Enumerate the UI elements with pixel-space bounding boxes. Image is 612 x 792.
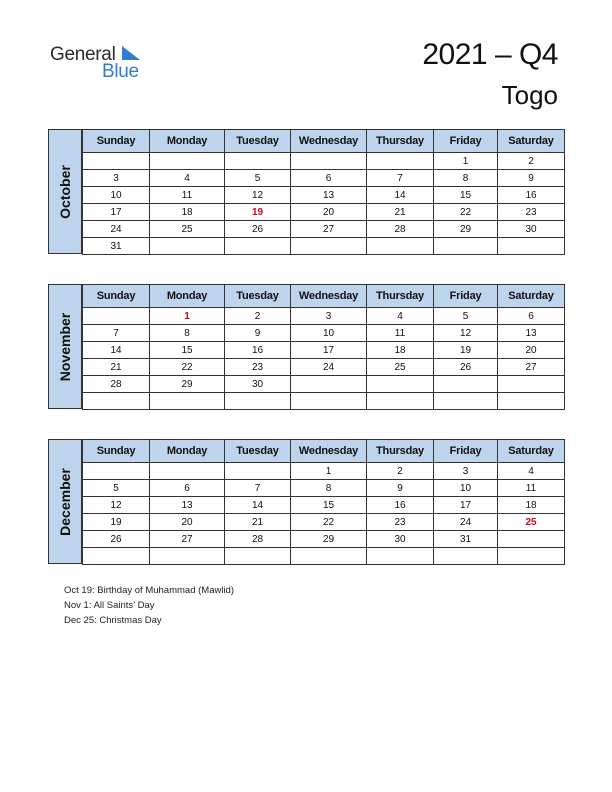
- day-cell: 30: [367, 531, 434, 548]
- day-cell: 10: [434, 480, 498, 497]
- week-row: [83, 463, 565, 480]
- day-cell: [434, 376, 498, 393]
- day-cell: 8: [150, 325, 225, 342]
- country-name: Togo: [501, 80, 558, 110]
- day-cell: [83, 308, 150, 325]
- day-cell: 10: [83, 187, 150, 204]
- week-row: [83, 359, 565, 376]
- day-cell: 4: [150, 170, 225, 187]
- day-cell: 31: [83, 238, 150, 255]
- day-cell: 6: [291, 170, 367, 187]
- weekday-header: Thursday: [367, 440, 434, 463]
- day-cell: [498, 393, 565, 410]
- day-cell: 8: [434, 170, 498, 187]
- day-cell: 27: [498, 359, 565, 376]
- day-cell: 27: [150, 531, 225, 548]
- day-cell: 13: [291, 187, 367, 204]
- day-cell: 17: [83, 204, 150, 221]
- day-cell: [83, 393, 150, 410]
- holiday-note: Dec 25: Christmas Day: [64, 615, 162, 626]
- day-cell: 10: [291, 325, 367, 342]
- day-cell: 1: [434, 153, 498, 170]
- weekday-header-row: [83, 130, 565, 153]
- week-row: [83, 308, 565, 325]
- calendar-table: [82, 129, 565, 255]
- weekday-header: Sunday: [83, 285, 150, 308]
- day-cell: 30: [498, 221, 565, 238]
- day-cell: 1: [150, 308, 225, 325]
- day-cell: 5: [83, 480, 150, 497]
- weekday-header: Monday: [150, 440, 225, 463]
- day-cell: 17: [291, 342, 367, 359]
- brand-general-text: General: [50, 44, 116, 65]
- day-cell: [225, 393, 291, 410]
- day-cell: 19: [225, 204, 291, 221]
- week-row: [83, 393, 565, 410]
- day-cell: [291, 548, 367, 565]
- page-title: 2021 – Q4: [422, 38, 558, 71]
- day-cell: 14: [367, 187, 434, 204]
- day-cell: 21: [225, 514, 291, 531]
- weekday-header: Tuesday: [225, 130, 291, 153]
- day-cell: 23: [498, 204, 565, 221]
- day-cell: 25: [367, 359, 434, 376]
- day-cell: 15: [291, 497, 367, 514]
- day-cell: 17: [434, 497, 498, 514]
- day-cell: 2: [498, 153, 565, 170]
- brand-logo: [50, 44, 160, 84]
- day-cell: 29: [434, 221, 498, 238]
- day-cell: 24: [434, 514, 498, 531]
- day-cell: 14: [83, 342, 150, 359]
- day-cell: [150, 238, 225, 255]
- brand-triangle-icon: [122, 46, 140, 62]
- month-label: December: [57, 467, 73, 536]
- day-cell: [291, 238, 367, 255]
- weekday-header: Wednesday: [291, 285, 367, 308]
- day-cell: 3: [83, 170, 150, 187]
- day-cell: [367, 393, 434, 410]
- day-cell: 4: [367, 308, 434, 325]
- day-cell: 15: [434, 187, 498, 204]
- day-cell: 28: [225, 531, 291, 548]
- day-cell: 20: [150, 514, 225, 531]
- week-row: [83, 342, 565, 359]
- day-cell: 9: [498, 170, 565, 187]
- day-cell: 24: [83, 221, 150, 238]
- calendar-table: [82, 439, 565, 565]
- day-cell: 5: [434, 308, 498, 325]
- weekday-header: Saturday: [498, 285, 565, 308]
- day-cell: [367, 548, 434, 565]
- day-cell: 11: [498, 480, 565, 497]
- day-cell: 26: [434, 359, 498, 376]
- day-cell: [291, 153, 367, 170]
- weekday-header: Tuesday: [225, 285, 291, 308]
- month-label-box: [48, 129, 82, 254]
- weekday-header: Friday: [434, 440, 498, 463]
- weekday-header: Monday: [150, 285, 225, 308]
- day-cell: 30: [225, 376, 291, 393]
- weekday-header-row: [83, 440, 565, 463]
- weekday-header: Tuesday: [225, 440, 291, 463]
- day-cell: 15: [150, 342, 225, 359]
- day-cell: [434, 238, 498, 255]
- day-cell: 20: [291, 204, 367, 221]
- day-cell: 6: [498, 308, 565, 325]
- day-cell: 22: [150, 359, 225, 376]
- day-cell: 22: [291, 514, 367, 531]
- day-cell: 4: [498, 463, 565, 480]
- day-cell: 21: [367, 204, 434, 221]
- day-cell: 3: [434, 463, 498, 480]
- day-cell: [225, 238, 291, 255]
- day-cell: [498, 376, 565, 393]
- day-cell: 19: [434, 342, 498, 359]
- week-row: [83, 531, 565, 548]
- day-cell: 24: [291, 359, 367, 376]
- weekday-header: Thursday: [367, 130, 434, 153]
- day-cell: 8: [291, 480, 367, 497]
- week-row: [83, 187, 565, 204]
- week-row: [83, 548, 565, 565]
- month-label: November: [57, 312, 73, 381]
- weekday-header: Monday: [150, 130, 225, 153]
- week-row: [83, 497, 565, 514]
- day-cell: [225, 463, 291, 480]
- weekday-header: Thursday: [367, 285, 434, 308]
- weekday-header: Saturday: [498, 130, 565, 153]
- day-cell: [83, 153, 150, 170]
- day-cell: [434, 548, 498, 565]
- holiday-notes: [64, 583, 234, 628]
- week-row: [83, 238, 565, 255]
- day-cell: 31: [434, 531, 498, 548]
- day-cell: 12: [434, 325, 498, 342]
- day-cell: 11: [367, 325, 434, 342]
- day-cell: 28: [83, 376, 150, 393]
- day-cell: 1: [291, 463, 367, 480]
- day-cell: [367, 376, 434, 393]
- day-cell: [291, 393, 367, 410]
- day-cell: 2: [367, 463, 434, 480]
- weekday-header-row: [83, 285, 565, 308]
- day-cell: 7: [83, 325, 150, 342]
- day-cell: 3: [291, 308, 367, 325]
- holiday-note: Oct 19: Birthday of Muhammad (Mawlid): [64, 585, 235, 596]
- day-cell: 16: [498, 187, 565, 204]
- day-cell: 20: [498, 342, 565, 359]
- day-cell: [498, 548, 565, 565]
- day-cell: 13: [150, 497, 225, 514]
- day-cell: 22: [434, 204, 498, 221]
- week-row: [83, 480, 565, 497]
- weekday-header: Sunday: [83, 130, 150, 153]
- week-row: [83, 153, 565, 170]
- day-cell: 18: [498, 497, 565, 514]
- weekday-header: Friday: [434, 130, 498, 153]
- day-cell: [83, 463, 150, 480]
- calendar-table: [82, 284, 565, 410]
- weekday-header: Friday: [434, 285, 498, 308]
- week-row: [83, 221, 565, 238]
- month-label-box: [48, 284, 82, 409]
- week-row: [83, 204, 565, 221]
- day-cell: [150, 153, 225, 170]
- day-cell: 16: [367, 497, 434, 514]
- day-cell: 9: [367, 480, 434, 497]
- day-cell: [150, 393, 225, 410]
- month-label-box: [48, 439, 82, 564]
- day-cell: 29: [291, 531, 367, 548]
- day-cell: 27: [291, 221, 367, 238]
- day-cell: 7: [367, 170, 434, 187]
- holiday-note: Nov 1: All Saints’ Day: [64, 600, 155, 611]
- day-cell: 12: [225, 187, 291, 204]
- weekday-header: Wednesday: [291, 130, 367, 153]
- day-cell: 18: [150, 204, 225, 221]
- day-cell: 25: [150, 221, 225, 238]
- day-cell: 19: [83, 514, 150, 531]
- day-cell: 5: [225, 170, 291, 187]
- day-cell: [291, 376, 367, 393]
- day-cell: 21: [83, 359, 150, 376]
- day-cell: [150, 463, 225, 480]
- weekday-header: Sunday: [83, 440, 150, 463]
- day-cell: 23: [225, 359, 291, 376]
- day-cell: [434, 393, 498, 410]
- day-cell: [498, 531, 565, 548]
- day-cell: 16: [225, 342, 291, 359]
- day-cell: 12: [83, 497, 150, 514]
- week-row: [83, 514, 565, 531]
- day-cell: 23: [367, 514, 434, 531]
- day-cell: [225, 548, 291, 565]
- day-cell: 7: [225, 480, 291, 497]
- day-cell: [367, 153, 434, 170]
- month-label: October: [57, 164, 73, 219]
- weekday-header: Wednesday: [291, 440, 367, 463]
- day-cell: 18: [367, 342, 434, 359]
- week-row: [83, 325, 565, 342]
- day-cell: 9: [225, 325, 291, 342]
- weekday-header: Saturday: [498, 440, 565, 463]
- day-cell: 29: [150, 376, 225, 393]
- week-row: [83, 376, 565, 393]
- brand-blue-text: Blue: [102, 61, 139, 82]
- week-row: [83, 170, 565, 187]
- day-cell: [83, 548, 150, 565]
- day-cell: 2: [225, 308, 291, 325]
- day-cell: 26: [225, 221, 291, 238]
- day-cell: 11: [150, 187, 225, 204]
- day-cell: [498, 238, 565, 255]
- day-cell: [225, 153, 291, 170]
- day-cell: [150, 548, 225, 565]
- day-cell: [367, 238, 434, 255]
- day-cell: 13: [498, 325, 565, 342]
- day-cell: 6: [150, 480, 225, 497]
- day-cell: 26: [83, 531, 150, 548]
- day-cell: 28: [367, 221, 434, 238]
- day-cell: 14: [225, 497, 291, 514]
- day-cell: 25: [498, 514, 565, 531]
